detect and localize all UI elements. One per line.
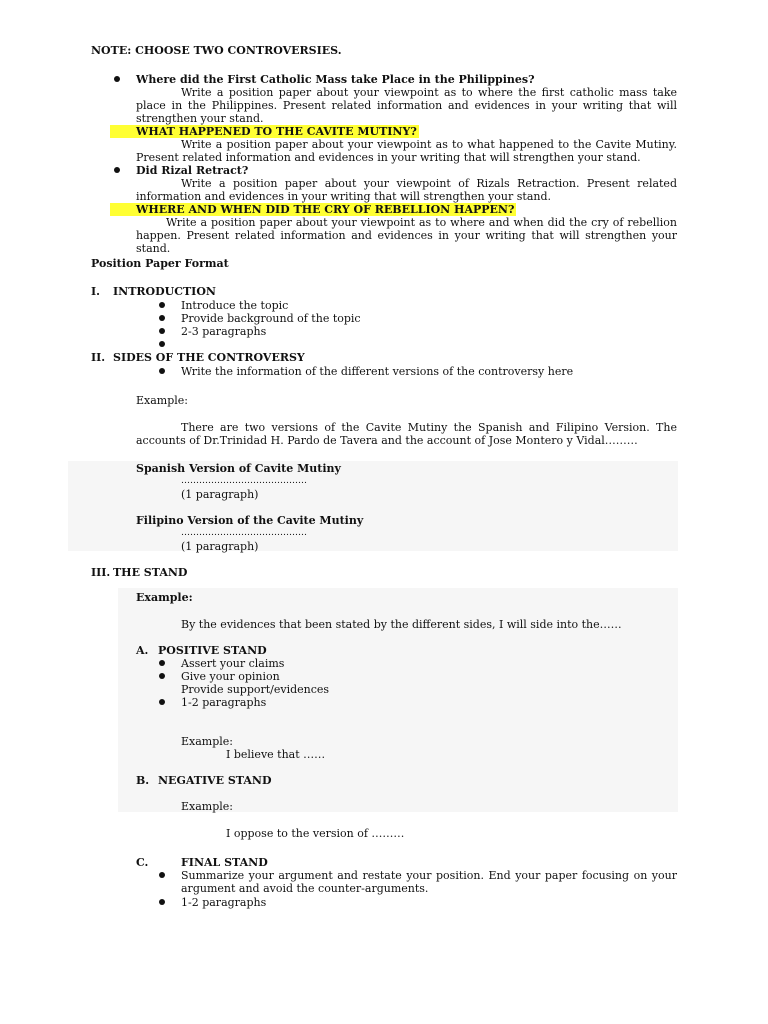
positive-example-text: I believe that …… — [226, 748, 326, 761]
intro-item: Provide background of the topic — [181, 312, 361, 325]
positive-item: Give your opinion — [181, 670, 280, 683]
negative-title: NEGATIVE STAND — [158, 774, 272, 787]
bullet-icon — [159, 899, 165, 905]
intro-item: Introduce the topic — [181, 299, 289, 312]
bullet-icon — [159, 699, 165, 705]
sides-example-label: Example: — [136, 394, 188, 407]
sides-title: SIDES OF THE CONTROVERSY — [113, 351, 305, 364]
format-title: Position Paper Format — [91, 257, 229, 270]
positive-item: Provide support/evidences — [181, 683, 330, 696]
bullet-icon — [159, 302, 165, 308]
negative-letter: B. — [136, 774, 150, 787]
positive-letter: A. — [136, 644, 149, 657]
bullet-icon — [159, 315, 165, 321]
bullet-icon — [114, 76, 120, 82]
positive-title: POSITIVE STAND — [158, 644, 267, 657]
intro-title: INTRODUCTION — [113, 285, 216, 298]
stand-numeral: III. — [91, 566, 111, 579]
bullet-icon — [159, 341, 165, 347]
final-title: FINAL STAND — [181, 856, 268, 869]
final-item: Summarize your argument and restate your position. End your paper focusing on your argument and avoid the counter-arguments. — [181, 869, 677, 895]
filipino-version-note: (1 paragraph) — [181, 540, 259, 553]
bullet-icon — [159, 872, 165, 878]
filipino-version-title: Filipino Version of the Cavite Mutiny — [136, 514, 364, 527]
controversy-2-text: Write a position paper about your viewpoint as to what happened to the Cavite Mutiny. Present related information and evidences in your writing that will strengthen your stand. — [136, 138, 677, 164]
positive-example-label: Example: — [181, 735, 233, 748]
final-letter: C. — [136, 856, 149, 869]
filipino-version-dots: …………………………………… — [181, 528, 307, 538]
bullet-icon — [159, 368, 165, 374]
bullet-icon — [114, 167, 120, 173]
spanish-version-note: (1 paragraph) — [181, 488, 259, 501]
controversy-3-text: Write a position paper about your viewpoint of Rizals Retraction. Present related information and evidences in your writing that will strengthen your stand. — [136, 177, 677, 203]
controversy-3-title: Did Rizal Retract? — [136, 164, 249, 177]
spanish-version-dots: …………………………………… — [181, 476, 307, 486]
bullet-icon — [159, 328, 165, 334]
controversy-1-title: Where did the First Catholic Mass take Place in the Philippines? — [136, 73, 535, 86]
stand-title: THE STAND — [113, 566, 188, 579]
note-heading: NOTE: CHOOSE TWO CONTROVERSIES. — [91, 44, 342, 57]
controversy-4-title: WHERE AND WHEN DID THE CRY OF REBELLION HAPPEN? — [110, 203, 516, 216]
spanish-version-title: Spanish Version of Cavite Mutiny — [136, 462, 341, 475]
intro-numeral: I. — [91, 285, 100, 298]
positive-item: Assert your claims — [181, 657, 285, 670]
sides-item: Write the information of the different versions of the controversy here — [181, 365, 574, 378]
controversy-2-title: WHAT HAPPENED TO THE CAVITE MUTINY? — [110, 125, 419, 138]
bullet-icon — [159, 673, 165, 679]
final-item: 1-2 paragraphs — [181, 896, 267, 909]
controversy-1-text: Write a position paper about your viewpoint as to where the first catholic mass take place in the Philippines. Present related information and evidences in your writing that will strengthen your stand. — [136, 86, 677, 125]
bullet-icon — [159, 660, 165, 666]
negative-example-label: Example: — [181, 800, 233, 813]
stand-example-text: By the evidences that been stated by the different sides, I will side into the…… — [181, 618, 622, 631]
sides-example-text: There are two versions of the Cavite Mutiny the Spanish and Filipino Version. The accounts of Dr.Trinidad H. Pardo de Tavera and the account of Jose Montero y Vidal……… — [136, 421, 677, 447]
controversy-4-text: Write a position paper about your viewpoint as to where and when did the cry of rebellion happen. Present related information and evidences in your writing that will strengthen your stand. — [136, 216, 677, 255]
positive-item: 1-2 paragraphs — [181, 696, 267, 709]
sides-numeral: II. — [91, 351, 106, 364]
stand-example-label: Example: — [136, 591, 193, 604]
intro-item: 2-3 paragraphs — [181, 325, 267, 338]
negative-example-text: I oppose to the version of ……… — [226, 827, 405, 840]
